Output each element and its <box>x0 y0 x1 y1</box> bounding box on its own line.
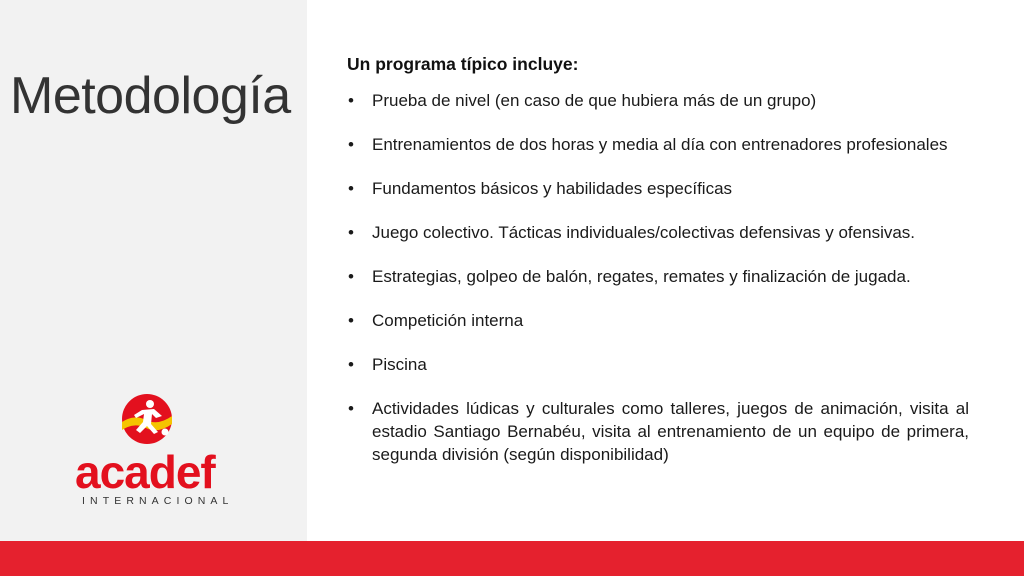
logo-emblem <box>122 394 172 444</box>
content-heading: Un programa típico incluye: <box>347 54 579 74</box>
bullet-item: • Actividades lúdicas y culturales como talleres, juegos de animación, visita al estadio Santiago Bernabéu, visita al entrenamiento de un equipo de primera, segunda división (según disponibilidad) <box>347 397 969 466</box>
slide-title: Metodología <box>10 67 291 125</box>
bullet-item: • Entrenamientos de dos horas y media al día con entrenadores profesionales <box>347 133 969 156</box>
logo-wordmark: acadef <box>75 446 215 498</box>
bottom-accent-bar <box>0 541 1024 576</box>
bullet-item: • Prueba de nivel (en caso de que hubiera más de un grupo) <box>347 89 969 112</box>
bullet-list <box>347 89 969 466</box>
bullet-item: • Fundamentos básicos y habilidades específicas <box>347 177 969 200</box>
bullet-item: • Competición interna <box>347 309 969 332</box>
acadef-logo <box>72 392 242 512</box>
bullet-item: • Estrategias, golpeo de balón, regates, remates y finalización de jugada. <box>347 265 969 288</box>
bullet-item: • Piscina <box>347 353 969 376</box>
logo-subtitle: INTERNACIONAL <box>82 495 234 507</box>
bullet-item: • Juego colectivo. Tácticas individuales/colectivas defensivas y ofensivas. <box>347 221 969 244</box>
content-block <box>347 54 969 487</box>
